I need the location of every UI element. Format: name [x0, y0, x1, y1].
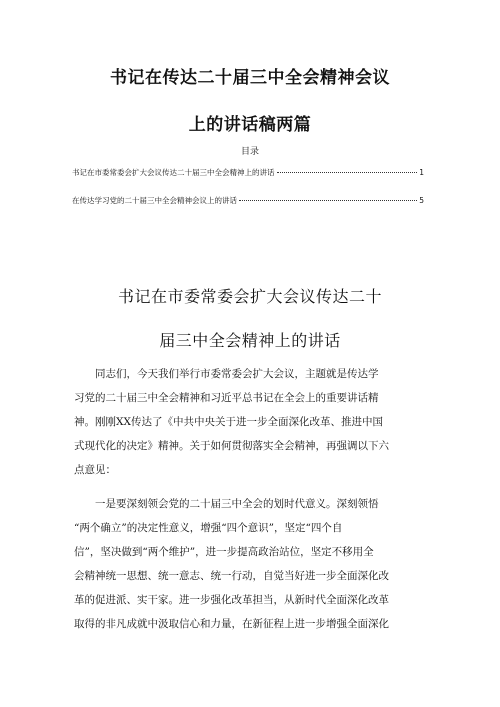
text-line: 取得的非凡成就中汲取信心和力量，在新征程上进一步增强全面深化	[74, 618, 389, 630]
text-line: 会精神统一思想、统一意志、统一行动，自觉当好进一步全面深化改	[74, 570, 389, 582]
toc-leader-dots	[239, 200, 417, 201]
toc-entry-1[interactable]	[72, 167, 424, 178]
text-line: 点意见：	[74, 464, 116, 476]
toc-entry-2[interactable]	[72, 195, 424, 206]
document-title-line-1: 书记在传达二十届三中全会精神会议	[110, 68, 390, 88]
toc-page-number: 5	[419, 196, 424, 205]
text-line: 习党的二十届三中全会精神和习近平总书记在全会上的重要讲话精	[74, 392, 379, 404]
text-line: 革的促进派、实干家。进一步强化改革担当，从新时代全面深化改革	[74, 594, 389, 606]
toc-entry-text: 书记在市委常委会扩大会议传达二十届三中全会精神上的讲话	[72, 168, 275, 177]
text-line: 信”，坚决做到“两个维护”，进一步提高政治站位，坚定不移用全	[74, 546, 374, 558]
toc-leader-dots	[277, 172, 418, 173]
text-line: “两个确立”的决定性意义，增强“四个意识”，坚定“四个自	[74, 522, 343, 534]
section-title-line-2: 届三中全会精神上的讲话	[159, 331, 341, 350]
section-title-line-1: 书记在市委常委会扩大会议传达二十	[117, 287, 382, 306]
text-line: 同志们，今天我们举行市委常委会扩大会议，主题就是传达学	[74, 368, 379, 380]
paragraph-1	[74, 362, 429, 482]
paragraph-2	[74, 492, 429, 636]
text-line: 式现代化的决定》精神。关于如何贯彻落实全会精神，再强调以下六	[74, 440, 389, 452]
toc-heading: 目录	[240, 147, 259, 157]
text-line: 一是要深刻领会党的二十届三中全会的划时代意义。深刻领悟	[74, 498, 379, 510]
document-title-line-2: 上的讲话稿两篇	[188, 115, 312, 135]
toc-page-number: 1	[419, 168, 424, 177]
toc-entry-text: 在传达学习党的二十届三中全会精神会议上的讲话	[72, 196, 237, 205]
text-line: 神。刚刚XX传达了《中共中央关于进一步全面深化改革、推进中国	[74, 416, 383, 428]
